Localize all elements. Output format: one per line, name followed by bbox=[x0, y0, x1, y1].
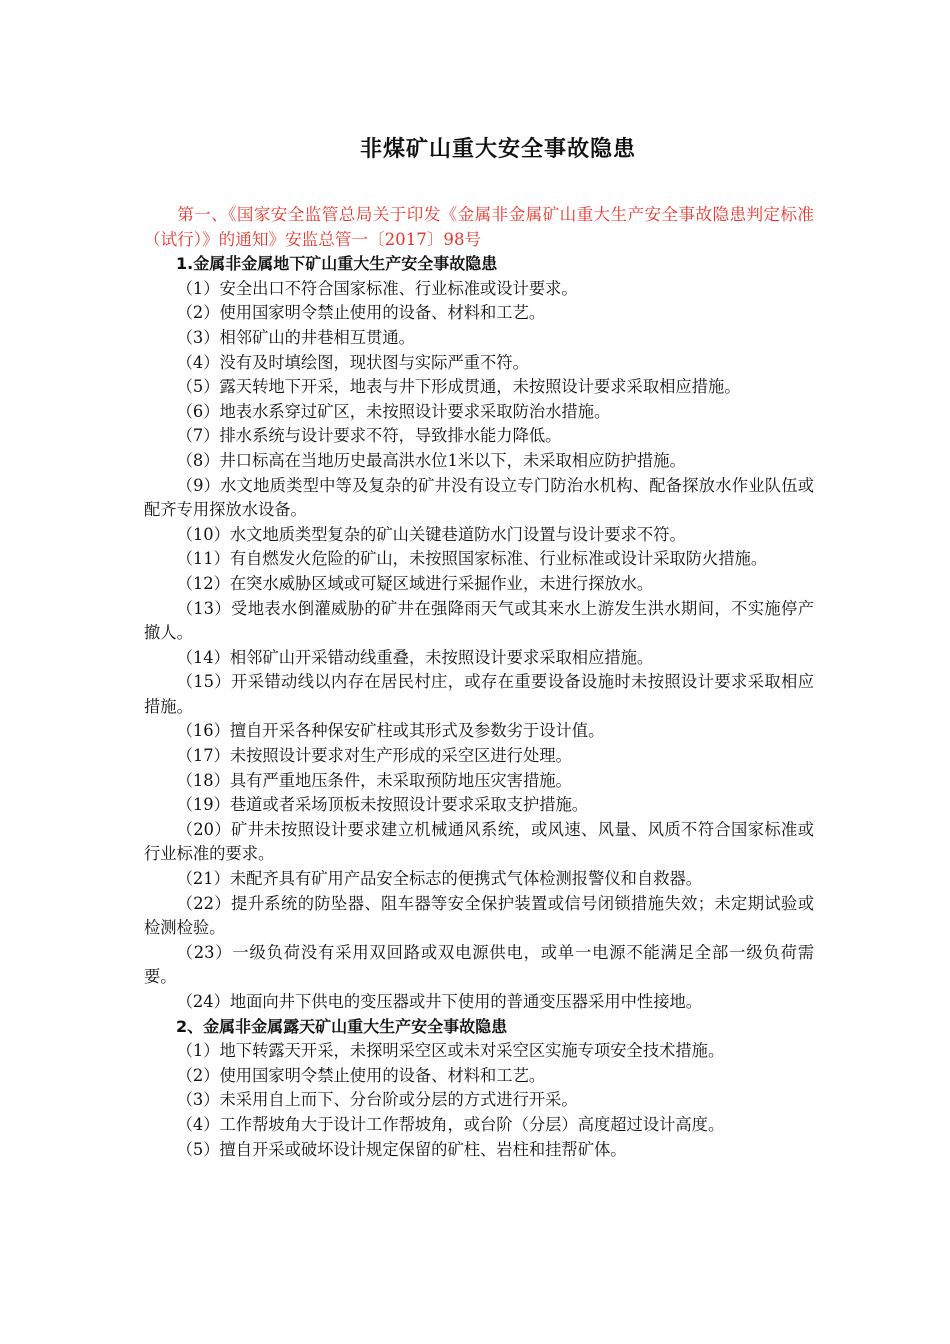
list-item: （3）相邻矿山的井巷相互贯通。 bbox=[176, 327, 415, 347]
list-item: （13）受地表水倒灌威胁的矿井在强降雨天气或其来水上游发生洪水期间，不实施停产撤人。 bbox=[144, 598, 814, 643]
list-item: （1）地下转露天开采，未探明采空区或未对采空区实施专项安全技术措施。 bbox=[176, 1041, 725, 1061]
list-item: （21）未配齐具有矿用产品安全标志的便携式气体检测报警仪和自救器。 bbox=[176, 869, 703, 889]
list-item: （23）一级负荷没有采用双回路或双电源供电，或单一电源不能满足全部一级负荷需要。 bbox=[144, 942, 814, 987]
section-heading-open-pit: 2、金属非金属露天矿山重大生产安全事故隐患 bbox=[176, 1016, 508, 1036]
list-item: （9）水文地质类型中等及复杂的矿井没有设立专门防治水机构、配备探放水作业队伍或配齐专用探放水设备。 bbox=[144, 475, 814, 520]
list-item: （12）在突水威胁区域或可疑区域进行采掘作业，未进行探放水。 bbox=[176, 573, 654, 593]
list-item: （4）没有及时填绘图，现状图与实际严重不符。 bbox=[176, 352, 529, 372]
list-item: （16）擅自开采各种保安矿柱或其形式及参数劣于设计值。 bbox=[176, 721, 605, 741]
document-title: 非煤矿山重大安全事故隐患 bbox=[359, 137, 636, 162]
list-item: （10）水文地质类型复杂的矿山关键巷道防水门设置与设计要求不符。 bbox=[176, 524, 686, 544]
list-item: （7）排水系统与设计要求不符，导致排水能力降低。 bbox=[176, 426, 562, 446]
list-item: （19）巷道或者采场顶板未按照设计要求采取支护措施。 bbox=[176, 795, 589, 815]
list-item: （2）使用国家明令禁止使用的设备、材料和工艺。 bbox=[176, 1065, 546, 1085]
list-item: （18）具有严重地压条件，未采取预防地压灾害措施。 bbox=[176, 770, 572, 790]
section-heading-underground: 1.金属非金属地下矿山重大生产安全事故隐患 bbox=[176, 254, 498, 274]
list-item: （1）安全出口不符合国家标准、行业标准或设计要求。 bbox=[176, 278, 578, 298]
list-item: （2）使用国家明令禁止使用的设备、材料和工艺。 bbox=[176, 303, 546, 323]
document-body bbox=[144, 203, 814, 1162]
list-item: （5）露天转地下开采，地表与井下形成贯通，未按照设计要求采取相应措施。 bbox=[176, 377, 741, 397]
list-item: （3）未采用自上而下、分台阶或分层的方式进行开采。 bbox=[176, 1090, 578, 1110]
list-item: （6）地表水系穿过矿区，未按照设计要求采取防治水措施。 bbox=[176, 401, 611, 421]
notice-reference: 第一、《国家安全监管总局关于印发《金属非金属矿山重大生产安全事故隐患判定标准（试行）》的通知》安监总管一〔2017〕98号 bbox=[144, 205, 814, 249]
list-item: （8）井口标高在当地历史最高洪水位1米以下，未采取相应防护措施。 bbox=[176, 450, 686, 470]
list-item: （24）地面向井下供电的变压器或井下使用的普通变压器采用中性接地。 bbox=[176, 992, 703, 1011]
list-item: （4）工作帮坡角大于设计工作帮坡角，或台阶（分层）高度超过设计高度。 bbox=[176, 1114, 725, 1134]
list-item: （22）提升系统的防坠器、阻车器等安全保护装置或信号闭锁措施失效；未定期试验或检测检验。 bbox=[144, 893, 814, 938]
list-item: （11）有自燃发火危险的矿山，未按照国家标准、行业标准或设计采取防火措施。 bbox=[176, 549, 768, 569]
list-item: （20）矿井未按照设计要求建立机械通风系统，或风速、风量、风质不符合国家标准或行业标准的要求。 bbox=[144, 819, 814, 864]
list-item: （17）未按照设计要求对生产形成的采空区进行处理。 bbox=[176, 746, 572, 766]
list-item: （5）擅自开采或破坏设计规定保留的矿柱、岩柱和挂帮矿体。 bbox=[176, 1139, 627, 1159]
list-item: （14）相邻矿山开采错动线重叠，未按照设计要求采取相应措施。 bbox=[176, 647, 654, 667]
list-item: （15）开采错动线以内存在居民村庄，或存在重要设备设施时未按照设计要求采取相应措施。 bbox=[144, 672, 814, 716]
